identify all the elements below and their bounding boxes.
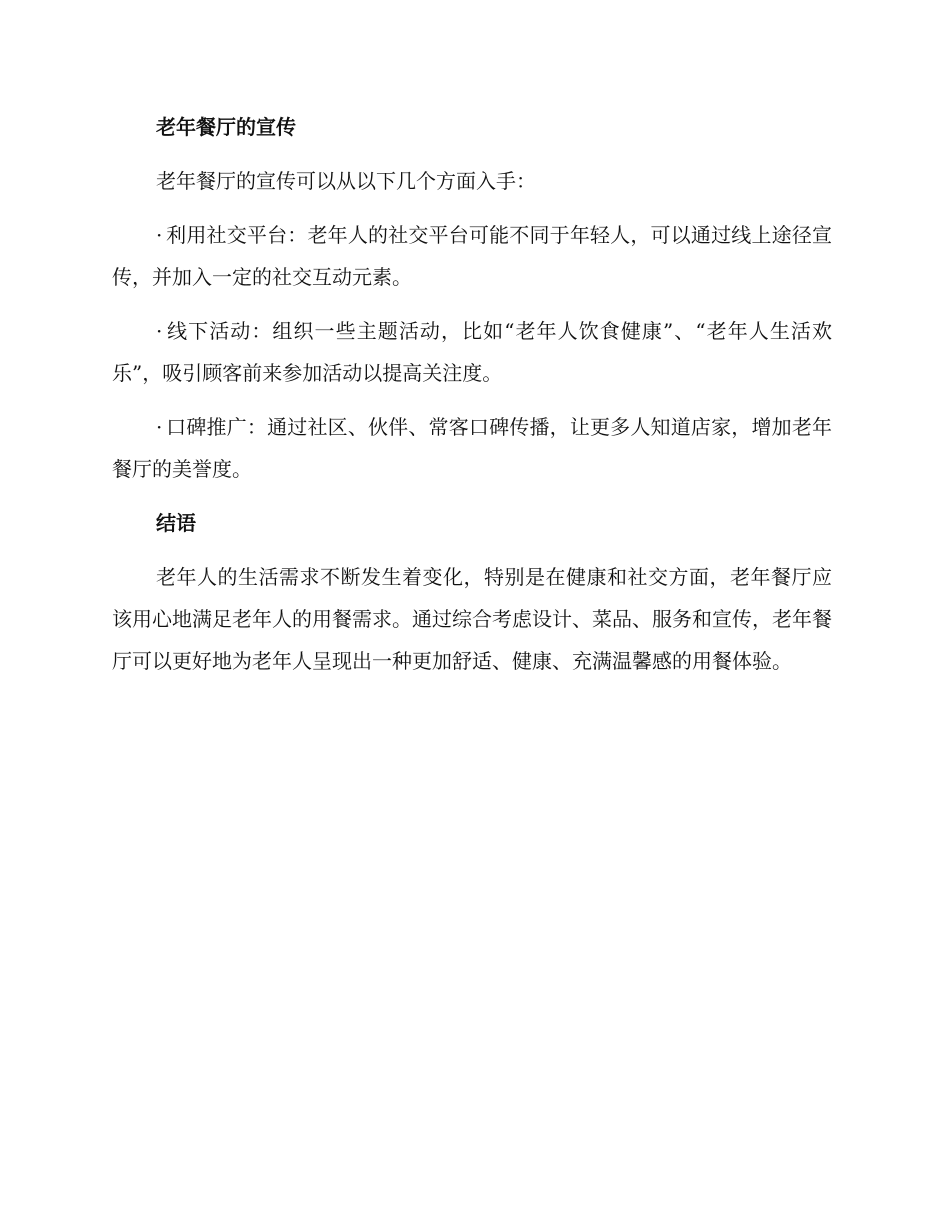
bullet-item-social-platform (112, 214, 832, 298)
conclusion-paragraph: 老年人的生活需求不断发生着变化，特别是在健康和社交方面，老年餐厅应该用心地满足老年人的用餐需求。通过综合考虑设计、菜品、服务和宣传，老年餐厅可以更好地为老年人呈现出一种更加舒适、健康、充满温馨感的用餐体验。 (112, 565, 832, 673)
bullet-text: 口碑推广：通过社区、伙伴、常客口碑传播，让更多人知道店家，增加老年餐厅的美誉度。 (112, 415, 832, 481)
promotion-intro: 老年餐厅的宣传可以从以下几个方面入手： (156, 169, 536, 193)
bullet-item-offline-events (112, 310, 832, 394)
bullet-text: 利用社交平台：老年人的社交平台可能不同于年轻人，可以通过线上途径宣传，并加入一定的社交互动元素。 (112, 223, 832, 289)
bullet-dot-icon: · (156, 223, 163, 247)
bullet-dot-icon: · (156, 415, 163, 439)
bullet-text: 线下活动：组织一些主题活动，比如“老年人饮食健康”、“老年人生活欢乐”，吸引顾客前来参加活动以提高关注度。 (112, 319, 832, 385)
section-heading-promotion: 老年餐厅的宣传 (156, 115, 296, 139)
document-page (112, 106, 832, 694)
bullet-dot-icon: · (156, 319, 163, 343)
bullet-item-word-of-mouth (112, 406, 832, 490)
section-heading-conclusion: 结语 (156, 511, 196, 535)
